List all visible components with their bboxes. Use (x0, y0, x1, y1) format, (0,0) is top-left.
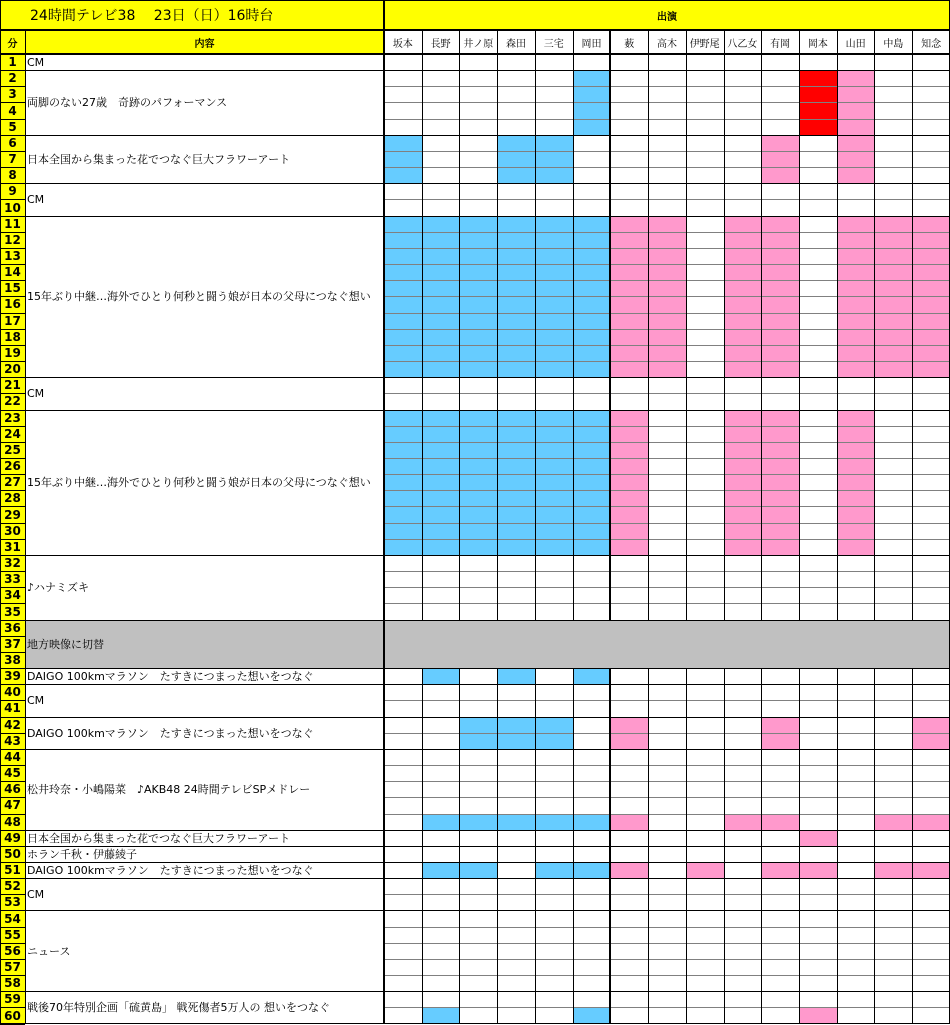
segment-cell[interactable]: 両脚のない27歳 奇跡のパフォーマンス (27, 96, 228, 110)
cast-fill (724, 410, 762, 555)
cast-fill (761, 814, 799, 830)
h-line (0, 393, 25, 394)
v-line (535, 30, 536, 620)
h-line (384, 199, 950, 200)
h-line (384, 313, 950, 314)
h-line (0, 814, 25, 815)
minute-cell[interactable]: 16 (0, 296, 25, 312)
h-line (25, 991, 950, 992)
minute-cell[interactable]: 2 (0, 70, 25, 86)
h-line (25, 668, 950, 669)
segment-cell[interactable]: 地方映像に切替 (25, 620, 950, 668)
minute-cell[interactable]: 9 (0, 183, 25, 199)
cast-fill (874, 862, 912, 878)
minute-cell[interactable]: 29 (0, 506, 25, 522)
minute-cell[interactable]: 25 (0, 442, 25, 458)
minute-cell[interactable]: 13 (0, 248, 25, 264)
minute-cell[interactable]: 22 (0, 393, 25, 409)
h-line (0, 119, 25, 120)
cast-fill (724, 814, 762, 830)
h-line (384, 329, 950, 330)
h-line (384, 733, 950, 734)
h-line (0, 830, 25, 831)
h-line (0, 183, 25, 184)
h-line (384, 571, 950, 572)
h-line (384, 814, 950, 815)
cast-fill (573, 814, 611, 830)
minute-cell[interactable]: 36 (0, 620, 25, 636)
minute-cell[interactable]: 60 (0, 1007, 25, 1023)
cast-fill (535, 862, 573, 878)
segment-cell[interactable]: CM (27, 386, 45, 400)
minute-cell[interactable]: 57 (0, 959, 25, 975)
minute-cell[interactable]: 4 (0, 102, 25, 118)
v-line (874, 30, 875, 620)
minute-cell[interactable]: 35 (0, 603, 25, 619)
cast-fill (874, 814, 912, 830)
h-line (0, 523, 25, 524)
minute-cell[interactable]: 59 (0, 991, 25, 1007)
h-line (0, 733, 25, 734)
h-line (0, 329, 25, 330)
cast-fill (573, 410, 611, 555)
h-line (0, 280, 25, 281)
h-line (0, 749, 25, 750)
h-line (384, 232, 950, 233)
minute-cell[interactable]: 14 (0, 264, 25, 280)
h-line (384, 86, 950, 87)
h-line (25, 183, 950, 184)
cast-fill (497, 410, 535, 555)
cast-fill (761, 135, 799, 183)
h-line (0, 361, 25, 362)
h-line (384, 296, 950, 297)
h-line (384, 490, 950, 491)
h-line (25, 862, 950, 863)
minute-cell[interactable]: 6 (0, 135, 25, 151)
performer-header[interactable]: 岡本 (807, 38, 828, 50)
v-line (799, 30, 800, 620)
h-line (0, 652, 25, 653)
h-line (0, 862, 25, 863)
cast-fill (422, 814, 460, 830)
cast-fill (422, 1007, 460, 1023)
h-line (0, 151, 25, 152)
h-line (25, 377, 950, 378)
h-line (0, 910, 25, 911)
cast-fill (535, 410, 573, 555)
h-line (384, 264, 950, 265)
v-line (459, 30, 460, 620)
h-line (0, 587, 25, 588)
cast-fill (912, 862, 950, 878)
h-line (25, 684, 950, 685)
h-line (25, 749, 950, 750)
performer-header[interactable]: 三宅 (543, 38, 564, 50)
v-line (686, 30, 687, 620)
cast-fill (535, 135, 573, 183)
h-line (384, 539, 950, 540)
minute-cell[interactable]: 38 (0, 652, 25, 668)
minute-cell[interactable]: 56 (0, 943, 25, 959)
cast-fill (422, 668, 460, 684)
v-line (609, 668, 611, 1024)
h-line (25, 717, 950, 718)
cast-fill (384, 410, 422, 555)
h-line (0, 442, 25, 443)
h-line (0, 717, 25, 718)
performer-header[interactable]: 長野 (430, 38, 451, 50)
minute-cell[interactable]: 19 (0, 345, 25, 361)
minute-cell[interactable]: 1 (0, 54, 25, 70)
cast-fill (686, 862, 724, 878)
performer-header[interactable]: 井ノ原 (463, 38, 494, 50)
h-line (384, 927, 950, 928)
minute-cell[interactable]: 51 (0, 862, 25, 878)
minute-cell[interactable]: 50 (0, 846, 25, 862)
cast-fill (384, 135, 422, 183)
h-line (25, 846, 950, 847)
minute-cell[interactable]: 30 (0, 523, 25, 539)
h-line (25, 910, 950, 911)
segment-cell[interactable]: CM (27, 55, 45, 69)
minute-cell[interactable]: 10 (0, 199, 25, 215)
minute-cell[interactable]: 15 (0, 280, 25, 296)
cast-fill (573, 1007, 611, 1023)
h-line (384, 894, 950, 895)
h-line (384, 345, 950, 346)
cast-fill (459, 410, 497, 555)
minute-cell[interactable]: 23 (0, 410, 25, 426)
minute-cell[interactable]: 3 (0, 86, 25, 102)
h-line (0, 426, 25, 427)
h-line (0, 603, 25, 604)
minute-cell[interactable]: 37 (0, 636, 25, 652)
segment-cell[interactable]: ニュース (27, 944, 71, 958)
h-line (384, 458, 950, 459)
h-line (0, 878, 25, 879)
h-line (0, 959, 25, 960)
v-line (837, 30, 838, 620)
cast-fill (422, 410, 460, 555)
v-line (0, 0, 1, 1024)
h-line (384, 474, 950, 475)
performer-header[interactable]: 森田 (506, 38, 527, 50)
h-line (0, 490, 25, 491)
h-line (0, 377, 25, 378)
h-line (0, 313, 25, 314)
performer-header[interactable]: 薮 (624, 38, 635, 50)
h-line (384, 959, 950, 960)
segment-cell[interactable]: DAIGO 100kmマラソン たすきにつまった想いをつなぐ (27, 726, 314, 740)
h-line (25, 135, 950, 136)
h-line (0, 102, 25, 103)
cast-fill (799, 830, 837, 846)
segment-cell[interactable]: 戦後70年特別企画「硫黄島」 戦死傷者5万人の 想いをつなぐ (27, 1001, 330, 1015)
h-line (384, 442, 950, 443)
minute-cell[interactable]: 52 (0, 878, 25, 894)
performer-header[interactable]: 高木 (656, 38, 677, 50)
h-line (0, 765, 25, 766)
minute-cell[interactable]: 39 (0, 668, 25, 684)
h-line (0, 894, 25, 895)
segment-cell[interactable]: ホラン千秋・伊藤綾子 (27, 847, 137, 861)
minute-cell[interactable]: 41 (0, 700, 25, 716)
header-content[interactable]: 内容 (25, 30, 384, 54)
h-line (0, 29, 950, 31)
h-line (0, 232, 25, 233)
h-line (384, 603, 950, 604)
v-line (912, 30, 913, 620)
h-line (0, 474, 25, 475)
minute-cell[interactable]: 40 (0, 684, 25, 700)
cast-fill (497, 814, 535, 830)
h-line (0, 135, 25, 136)
minute-cell[interactable]: 24 (0, 426, 25, 442)
h-line (0, 991, 25, 992)
h-line (0, 410, 25, 411)
h-line (0, 539, 25, 540)
minute-cell[interactable]: 7 (0, 151, 25, 167)
sheet-title[interactable]: 24時間テレビ38 23日（日）16時台 (0, 0, 384, 30)
h-line (0, 264, 25, 265)
minute-cell[interactable]: 20 (0, 361, 25, 377)
segment-cell[interactable]: DAIGO 100kmマラソン たすきにつまった想いをつなぐ (27, 864, 314, 878)
v-line (609, 30, 611, 620)
h-line (25, 878, 950, 879)
segment-cell[interactable]: 日本全国から集まった花でつなぐ巨大フラワーアート (27, 831, 291, 845)
h-line (384, 393, 950, 394)
h-line (0, 975, 25, 976)
minute-cell[interactable]: 8 (0, 167, 25, 183)
h-line (0, 70, 25, 71)
v-line (648, 30, 649, 620)
performer-header[interactable]: 有岡 (770, 38, 791, 50)
minute-cell[interactable]: 49 (0, 830, 25, 846)
h-line (384, 151, 950, 152)
cast-fill (422, 862, 460, 878)
h-line (0, 248, 25, 249)
minute-cell[interactable]: 21 (0, 377, 25, 393)
cast-fill (837, 135, 875, 183)
h-line (0, 458, 25, 459)
cast-fill (459, 862, 497, 878)
h-line (384, 280, 950, 281)
cast-fill (799, 1007, 837, 1023)
cast-fill (497, 668, 535, 684)
cast-fill (459, 814, 497, 830)
minute-cell[interactable]: 5 (0, 119, 25, 135)
minute-cell[interactable]: 47 (0, 797, 25, 813)
h-line (384, 361, 950, 362)
minute-cell[interactable]: 43 (0, 733, 25, 749)
h-line (384, 700, 950, 701)
minute-cell[interactable]: 33 (0, 571, 25, 587)
h-line (25, 70, 950, 71)
h-line (384, 797, 950, 798)
minute-cell[interactable]: 45 (0, 765, 25, 781)
segment-cell[interactable]: DAIGO 100kmマラソン たすきにつまった想いをつなぐ (27, 670, 314, 684)
h-line (384, 102, 950, 103)
segment-cell[interactable]: ♪ハナミズキ (27, 581, 90, 595)
h-line (384, 426, 950, 427)
header-minute[interactable]: 分 (0, 30, 25, 54)
minute-cell[interactable]: 58 (0, 975, 25, 991)
h-line (0, 927, 25, 928)
minute-cell[interactable]: 27 (0, 474, 25, 490)
h-line (0, 86, 25, 87)
performer-header[interactable]: 岡田 (581, 38, 602, 50)
minute-cell[interactable]: 55 (0, 927, 25, 943)
cast-fill (573, 862, 611, 878)
v-line (25, 30, 26, 1024)
h-line (384, 506, 950, 507)
minute-cell[interactable]: 17 (0, 313, 25, 329)
segment-cell[interactable]: CM (27, 192, 45, 206)
h-line (384, 587, 950, 588)
h-line (0, 1023, 950, 1024)
segment-cell[interactable]: CM (27, 887, 45, 901)
cast-fill (535, 814, 573, 830)
h-line (25, 410, 950, 411)
h-line (0, 296, 25, 297)
segment-cell[interactable]: 15年ぶり中継…海外でひとり何秒と闘う娘が日本の父母につなぐ想い (27, 290, 371, 304)
segment-cell[interactable]: 15年ぶり中継…海外でひとり何秒と闘う娘が日本の父母につなぐ想い (27, 476, 371, 490)
h-line (384, 765, 950, 766)
h-line (25, 620, 950, 621)
minute-cell[interactable]: 18 (0, 329, 25, 345)
h-line (0, 0, 950, 1)
cast-fill (912, 814, 950, 830)
h-line (384, 523, 950, 524)
minute-cell[interactable]: 42 (0, 717, 25, 733)
segment-cell[interactable]: 日本全国から集まった花でつなぐ巨大フラワーアート (27, 153, 291, 167)
performer-header[interactable]: 山田 (845, 38, 866, 50)
performer-header[interactable]: 八乙女 (727, 38, 758, 50)
h-line (0, 555, 25, 556)
h-line (0, 684, 25, 685)
v-line (422, 30, 423, 620)
performer-header[interactable]: 伊野尾 (689, 38, 720, 50)
h-line (0, 199, 25, 200)
h-line (0, 700, 25, 701)
h-line (0, 668, 25, 669)
h-line (0, 53, 950, 55)
h-line (0, 216, 25, 217)
minute-cell[interactable]: 31 (0, 539, 25, 555)
minute-cell[interactable]: 32 (0, 555, 25, 571)
h-line (25, 830, 950, 831)
minute-cell[interactable]: 12 (0, 232, 25, 248)
h-line (25, 216, 950, 217)
h-line (0, 506, 25, 507)
cast-fill (761, 862, 799, 878)
h-line (0, 167, 25, 168)
h-line (0, 846, 25, 847)
cast-fill (497, 135, 535, 183)
minute-cell[interactable]: 26 (0, 458, 25, 474)
minute-cell[interactable]: 44 (0, 749, 25, 765)
cast-fill (610, 862, 648, 878)
h-line (25, 555, 950, 556)
segment-cell[interactable]: 松井玲奈・小嶋陽菜 ♪AKB48 24時間テレビSPメドレー (27, 783, 311, 797)
h-line (0, 571, 25, 572)
h-line (0, 943, 25, 944)
h-line (0, 781, 25, 782)
minute-cell[interactable]: 11 (0, 216, 25, 232)
h-line (384, 167, 950, 168)
cast-fill (761, 410, 799, 555)
h-line (0, 636, 25, 637)
h-line (0, 797, 25, 798)
minute-cell[interactable]: 46 (0, 781, 25, 797)
h-line (384, 248, 950, 249)
h-line (0, 345, 25, 346)
cast-fill (610, 814, 648, 830)
performer-header[interactable]: 知念 (921, 38, 942, 50)
minute-cell[interactable]: 54 (0, 910, 25, 926)
performer-header[interactable]: 坂本 (392, 38, 413, 50)
h-line (0, 620, 25, 621)
performer-header[interactable]: 中島 (883, 38, 904, 50)
cast-fill (837, 410, 875, 555)
h-line (384, 975, 950, 976)
h-line (384, 943, 950, 944)
h-line (0, 1007, 25, 1008)
cast-fill (610, 410, 648, 555)
h-line (384, 1007, 950, 1008)
header-cast[interactable]: 出演 (384, 0, 950, 30)
segment-cell[interactable]: CM (27, 693, 45, 707)
minute-cell[interactable]: 34 (0, 587, 25, 603)
minute-cell[interactable]: 48 (0, 814, 25, 830)
cast-fill (799, 862, 837, 878)
v-line (761, 30, 762, 620)
h-line (384, 781, 950, 782)
cast-fill (573, 668, 611, 684)
minute-cell[interactable]: 53 (0, 894, 25, 910)
h-line (384, 119, 950, 120)
v-line (724, 30, 725, 620)
v-line (573, 30, 574, 620)
minute-cell[interactable]: 28 (0, 490, 25, 506)
v-line (383, 0, 385, 1024)
v-line (497, 30, 498, 620)
